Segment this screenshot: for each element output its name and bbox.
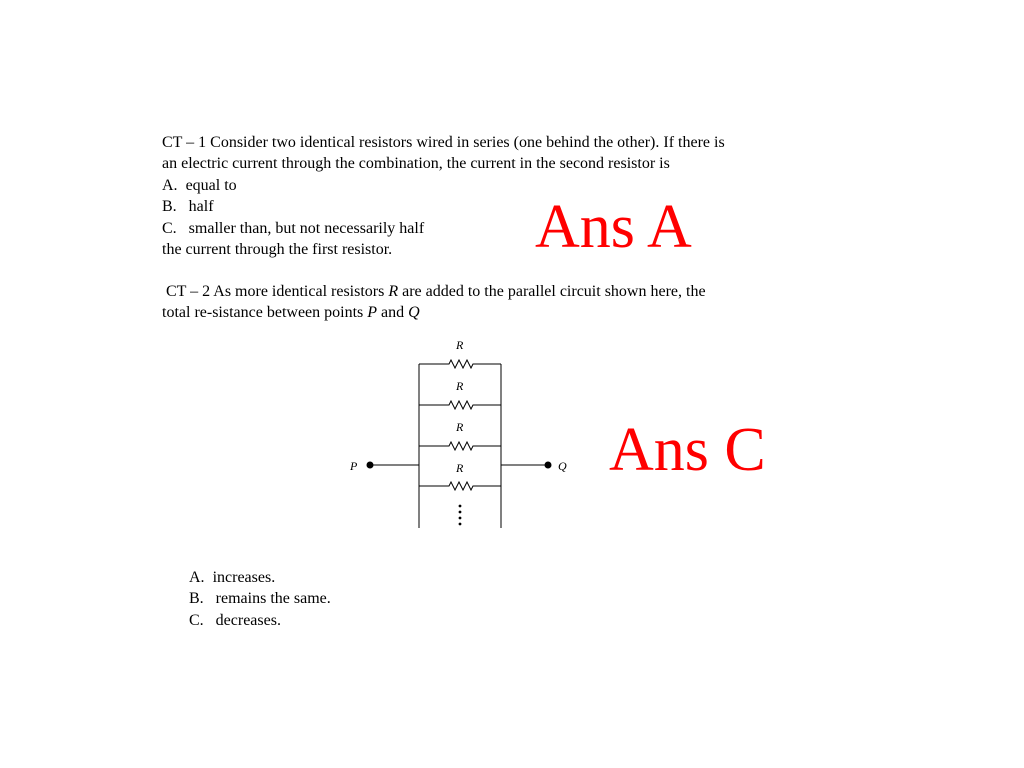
- resistor-branch-2: [419, 401, 501, 409]
- question-1-option-a: [162, 175, 842, 196]
- option-text: equal to: [185, 176, 237, 194]
- option-letter: A.: [162, 176, 178, 194]
- option-text: decreases.: [215, 611, 281, 629]
- question-2-option-b: [189, 588, 331, 609]
- continuation-dot: [459, 523, 462, 526]
- resistor-label: R: [456, 461, 464, 475]
- resistor-label: R: [456, 379, 464, 393]
- terminal-q-label: Q: [558, 459, 567, 473]
- option-letter: C.: [189, 611, 204, 629]
- question-2: [162, 281, 842, 324]
- parallel-circuit-diagram: [340, 334, 580, 534]
- resistor-label: R: [456, 420, 464, 434]
- variable-q: Q: [408, 304, 420, 322]
- resistor-branch-4: [419, 482, 501, 490]
- stem-text: CT – 2 As more identical resistors: [166, 283, 389, 300]
- question-2-options: [189, 567, 331, 631]
- question-2-option-a: [189, 567, 331, 588]
- resistor-branch-1: [419, 360, 501, 368]
- question-2-stem-line-2: [162, 302, 842, 323]
- continuation-dot: [459, 511, 462, 514]
- terminal-p-dot: [367, 462, 374, 469]
- variable-p: P: [367, 304, 378, 322]
- option-letter: C.: [162, 219, 177, 237]
- stem-text: total re-sistance between points: [162, 304, 368, 322]
- option-letter: A.: [189, 569, 205, 586]
- resistor-branch-3: [419, 442, 501, 450]
- question-1-tail: the current through the first resistor.: [162, 241, 393, 259]
- option-letter: B.: [162, 198, 177, 216]
- option-text: smaller than, but not necessarily half: [188, 219, 425, 237]
- question-1: [162, 132, 842, 260]
- answer-1: Ans A: [535, 193, 692, 261]
- question-1-stem-line-1: CT – 1 Consider two identical resistors wired in series (one behind the other). If there is: [162, 134, 725, 151]
- question-1-option-b: [162, 196, 842, 217]
- answer-2: Ans C: [609, 416, 766, 484]
- stem-text: are added to the parallel circuit shown here, the: [398, 283, 706, 300]
- continuation-dot: [459, 517, 462, 520]
- question-2-stem-line-1: [162, 281, 842, 302]
- variable-r: R: [388, 283, 399, 300]
- stem-text: and: [377, 304, 409, 322]
- question-2-option-c: [189, 610, 331, 631]
- question-1-option-c: [162, 218, 842, 239]
- terminal-p-label: P: [350, 459, 358, 473]
- option-text: increases.: [212, 569, 276, 586]
- option-text: half: [188, 198, 214, 216]
- terminal-q-dot: [545, 462, 552, 469]
- continuation-dot: [459, 505, 462, 508]
- option-letter: B.: [189, 590, 204, 608]
- option-text: remains the same.: [215, 590, 331, 608]
- resistor-label: R: [456, 338, 464, 352]
- question-1-stem-line-2: an electric current through the combination, the current in the second resistor is: [162, 155, 670, 173]
